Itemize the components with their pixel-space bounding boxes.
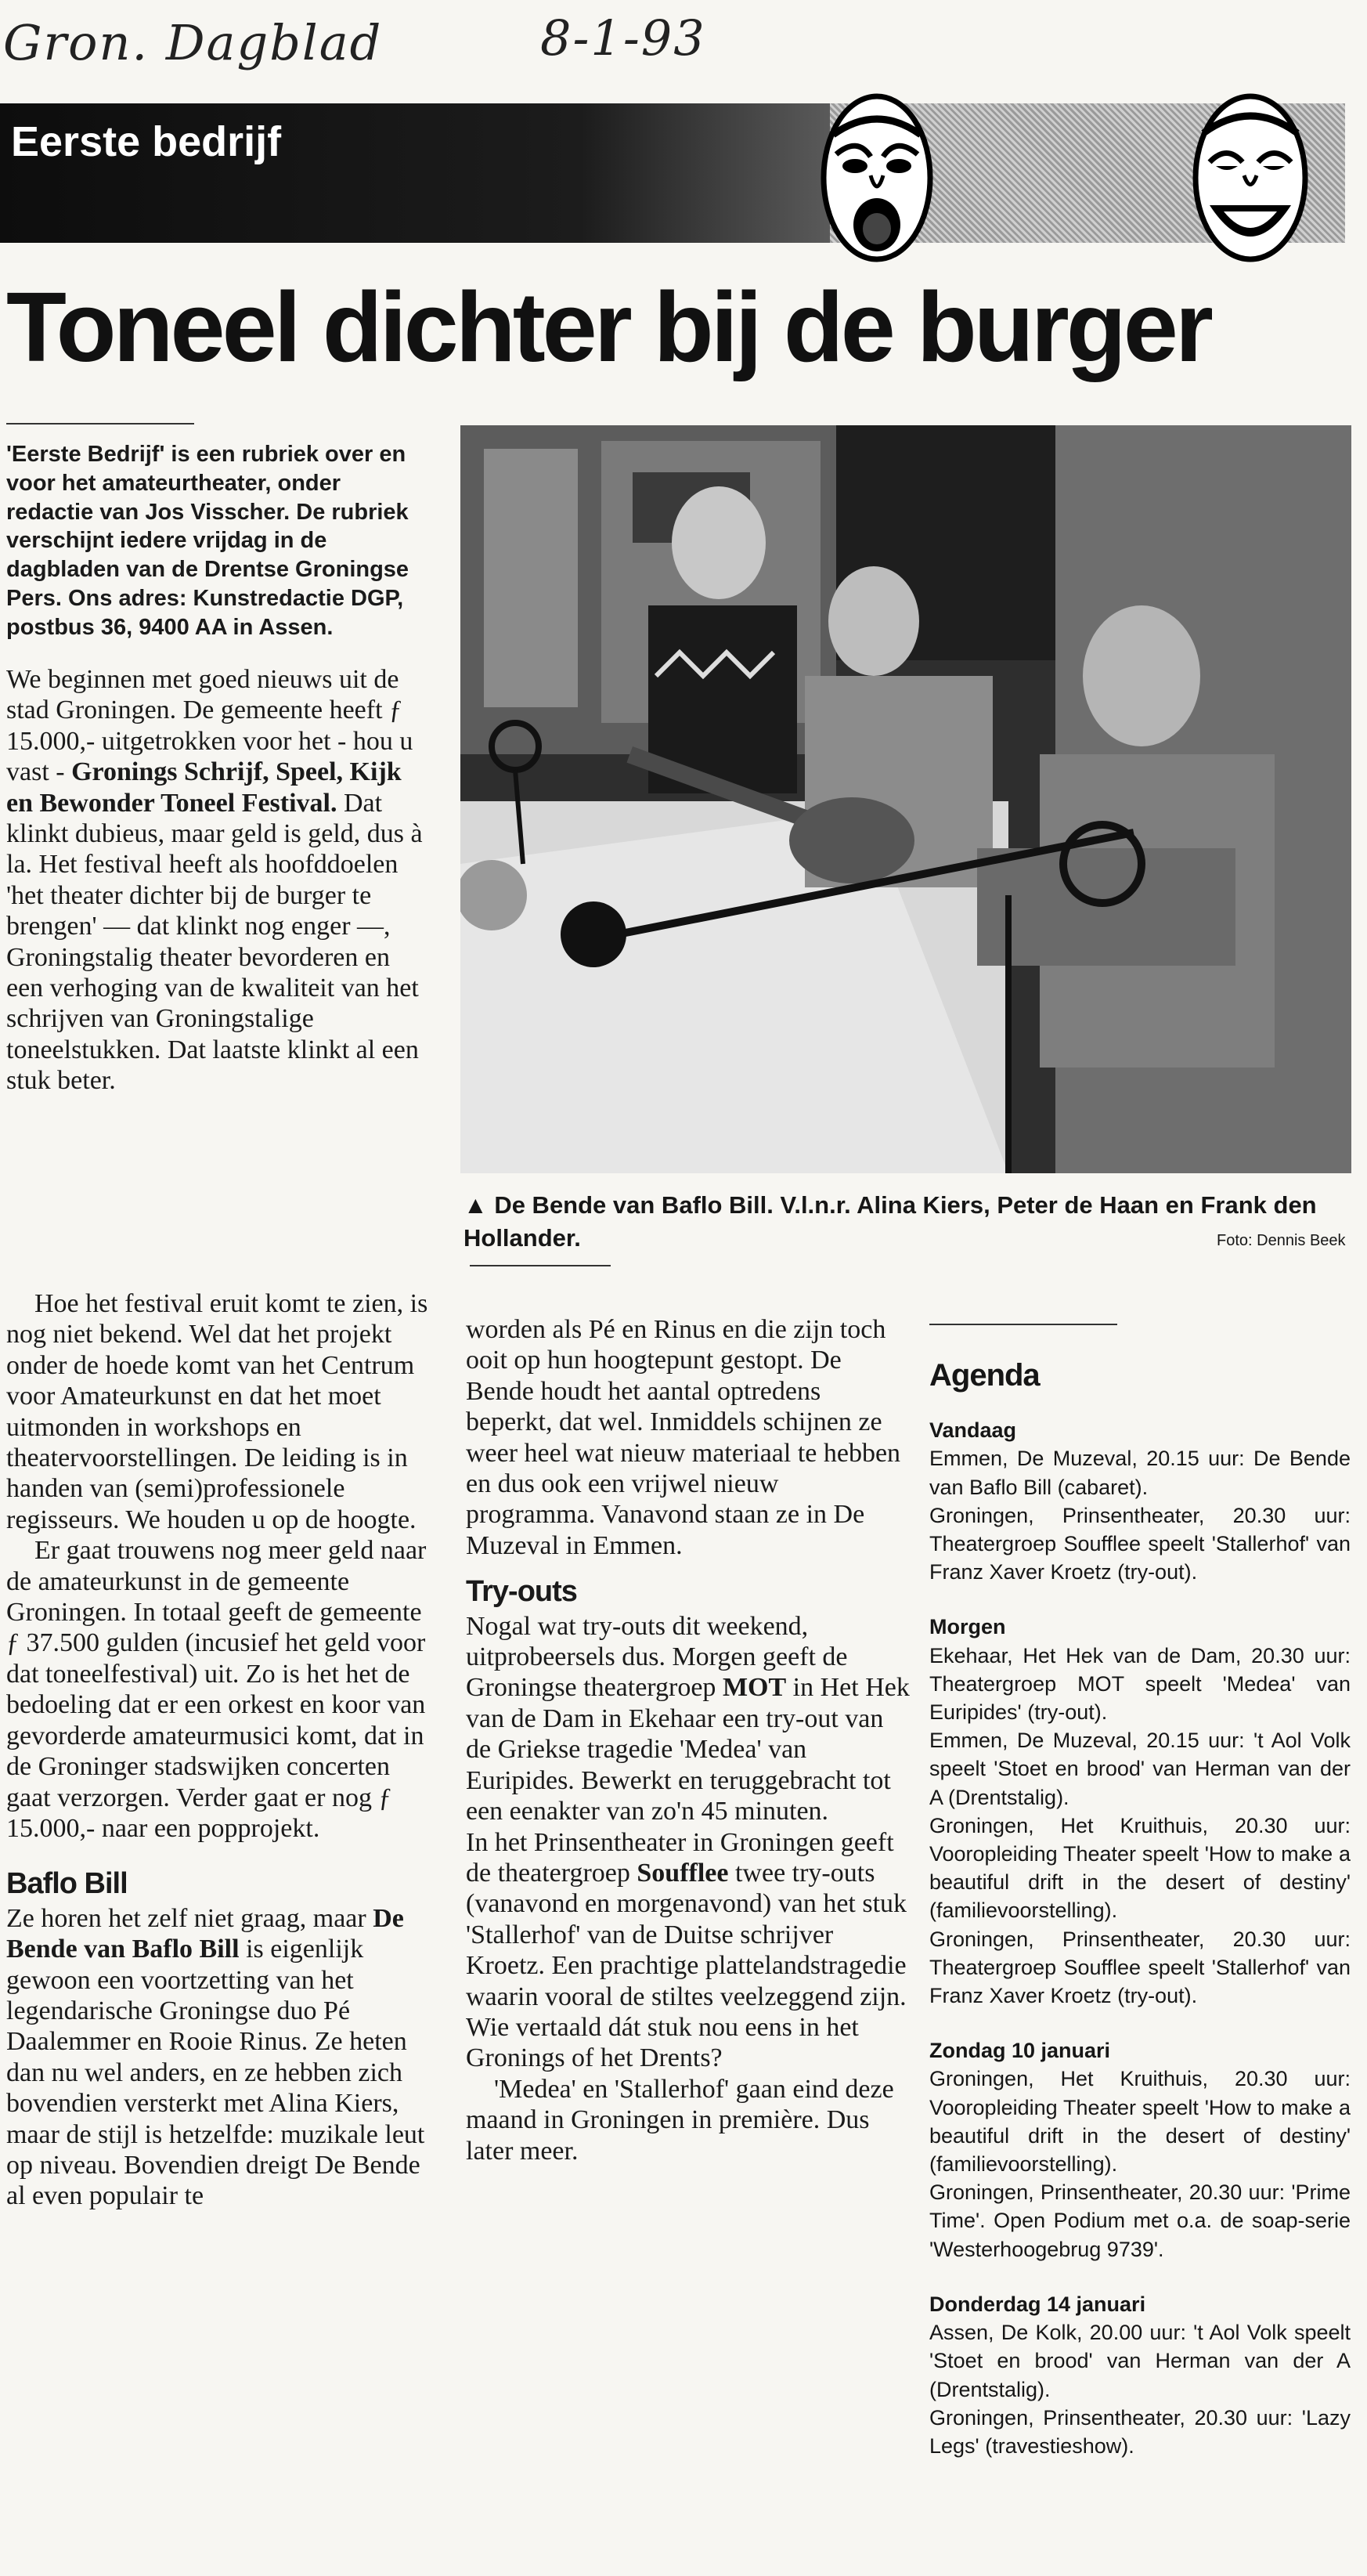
agenda-day-morgen: Morgen <box>929 1615 1006 1639</box>
paragraph-5: worden als Pé en Rinus en die zijn toch ooit op hun hoogtepunt gestopt. De Bende houdt het aantal optredens beperkt, dat wel. Inmiddels schijnen ze weer heel wat nieuw materiaal te hebben en dus ook een vrijwel nieuw programma. Vanavond staan ze in De Muzeval in Emmen. <box>466 1315 901 1560</box>
agenda-entry: Emmen, De Muzeval, 20.15 uur: 't Aol Volk speelt 'Stoet en brood' van Herman van der A (Drentstalig). <box>929 1729 1351 1809</box>
agenda-entry: Groningen, Prinsentheater, 20.30 uur: 'Prime Time'. Open Podium met o.a. de soap-serie 'Westerhoogebrug 9739'. <box>929 2180 1351 2261</box>
handwritten-newspaper-note: Gron. Dagblad <box>3 14 383 71</box>
agenda-entry: Ekehaar, Het Hek van de Dam, 20.30 uur: Theatergroep MOT speelt 'Medea' van Euripides' (try-out). <box>929 1643 1351 1725</box>
agenda-entry: Groningen, Prinsentheater, 20.30 uur: Theatergroep Soufflee speelt 'Stallerhof' van Franz Xaver Kroetz (try-out). <box>929 1503 1351 1584</box>
caption-rule <box>470 1265 611 1266</box>
headline: Toneel dichter bij de burger <box>6 272 1210 382</box>
paragraph-8: 'Medea' en 'Stallerhof' gaan eind deze maand in Groningen in première. Dus later meer. <box>466 2074 894 2166</box>
agenda-entry: Groningen, Prinsentheater, 20.30 uur: Theatergroep Soufflee speelt 'Stallerhof' van Franz Xaver Kroetz (try-out). <box>929 1927 1351 2008</box>
paragraph-1: We beginnen met goed nieuws uit de stad Groningen. De gemeente heeft ƒ 15.000,- uitgetrokken voor het - hou u vast - Gronings Schrijf, Speel, Kijk en Bewonder Toneel Festival. Dat klinkt dubieus, maar geld is geld, dus à la. Het festival heeft als hoofddoelen 'het theater dichter bij de burger te brengen' — dat klinkt nog enger —, Groningstalig theater bevorderen en een verhoging van de kwaliteit van het schrijven van Groningstalige toneelstukken. Dat laatste klinkt al een stuk beter. <box>6 665 423 1096</box>
article-column-1-bottom <box>6 1288 429 2212</box>
agenda-entry: Assen, De Kolk, 20.00 uur: 't Aol Volk speelt 'Stoet en brood' van Herman van der A (Drentstalig). <box>929 2321 1351 2401</box>
agenda-rule <box>929 1324 1117 1325</box>
agenda-day-vandaag: Vandaag <box>929 1418 1017 1443</box>
comedy-mask-icon <box>1186 88 1315 268</box>
handwritten-date-note: 8-1-93 <box>540 9 706 67</box>
paragraph-6: Nogal wat try-outs dit weekend, uitprobeersels dus. Morgen geeft de Groningse theatergroep MOT in Het Hek van de Dam in Ekehaar een try-out van de Griekse tragedie 'Medea' van Euripides. Bewerkt en teruggebracht tot een eenakter van zo'n 45 minuten. <box>466 1611 910 1826</box>
intro-text: 'Eerste Bedrijf' is een rubriek over en voor het amateurtheater, onder redactie van Jos Visscher. De rubriek verschijnt iedere vrijdag in de dagbladen van de Drentse Groningse Pers. Ons adres: Kunstredactie DGP, postbus 36, 9400 AA in Assen. <box>6 442 409 640</box>
subheading-tryouts: Try-outs <box>466 1575 577 1609</box>
band-photo <box>460 425 1351 1173</box>
paragraph-4: Ze horen het zelf niet graag, maar De Bende van Baflo Bill is eigenlijk gewoon een voortzetting van het legendarische Groningse duo Pé Daalemmer en Rooie Rinus. Ze heten dan nu wel anders, en ze hebben zich bovendien versterkt met Alina Kiers, maar de stijl is hetzelfde: muzikale leut op niveau. Bovendien dreigt De Bende al even populair te <box>6 1903 425 2211</box>
article-column-1-top <box>6 664 423 1122</box>
tragedy-mask-icon <box>814 88 940 268</box>
paragraph-2: Hoe het festival eruit komt te zien, is nog niet bekend. Wel dat het projekt onder de hoede komt van het Centrum voor Amateurkunst en dat het moet uitmonden in workshops en theatervoorstellingen. De leiding is in handen van (semi)professionele regisseurs. We houden u op de hoogte. <box>6 1289 428 1534</box>
caption-triangle-icon: ▲ <box>463 1191 488 1219</box>
photo-caption: ▲ De Bende van Baflo Bill. V.l.n.r. Alina Kiers, Peter de Haan en Frank den Hollander. <box>463 1191 1317 1252</box>
agenda-column <box>929 1358 1351 2460</box>
agenda-day-zondag: Zondag 10 januari <box>929 2039 1111 2063</box>
photo-credit: Foto: Dennis Beek <box>1217 1232 1346 1249</box>
agenda-entry: Emmen, De Muzeval, 20.15 uur: De Bende van Baflo Bill (cabaret). <box>929 1447 1351 1499</box>
intro-rule <box>6 423 194 425</box>
paragraph-7: In het Prinsentheater in Groningen geeft de theatergroep Soufflee twee try-outs (vanavond en morgenavond) van het stuk 'Stallerhof' van de Duitse schrijver Kroetz. Een prachtige plattelandstragedie waarin vooral de stiltes veelzeggend zijn. Wie vertaald dát stuk nou eens in het Gronings of het Drents? <box>466 1827 907 2073</box>
subheading-baflo-bill: Baflo Bill <box>6 1867 128 1901</box>
agenda-entry: Groningen, Het Kruithuis, 20.30 uur: Vooropleiding Theater speelt 'How to make a beautiful drift in the desert of destiny' (familievoorstelling). <box>929 1813 1351 1923</box>
agenda-day-donderdag: Donderdag 14 januari <box>929 2292 1146 2316</box>
agenda-entry: Groningen, Het Kruithuis, 20.30 uur: Vooropleiding Theater speelt 'How to make a beautiful drift in the desert of destiny' (familievoorstelling). <box>929 2067 1351 2177</box>
agenda-entry: Groningen, Prinsentheater, 20.30 uur: 'Lazy Legs' (travestieshow). <box>929 2405 1351 2458</box>
section-title: Eerste bedrijf <box>11 118 282 165</box>
article-column-2 <box>466 1314 912 2166</box>
agenda-title: Agenda <box>929 1358 1040 1393</box>
paragraph-3: Er gaat trouwens nog meer geld naar de amateurkunst in de gemeente Groningen. In totaal geeft de gemeente ƒ 37.500 gulden (incusief het geld voor dat toneelfestival) uit. Zo is het het de bedoeling dat er een orkest en koor van gevorderde amateurmusici komt, dat in de Groninger stadswijken concerten gaat verzorgen. Verder gaat er nog ƒ 15.000,- naar een popprojekt. <box>6 1536 427 1843</box>
